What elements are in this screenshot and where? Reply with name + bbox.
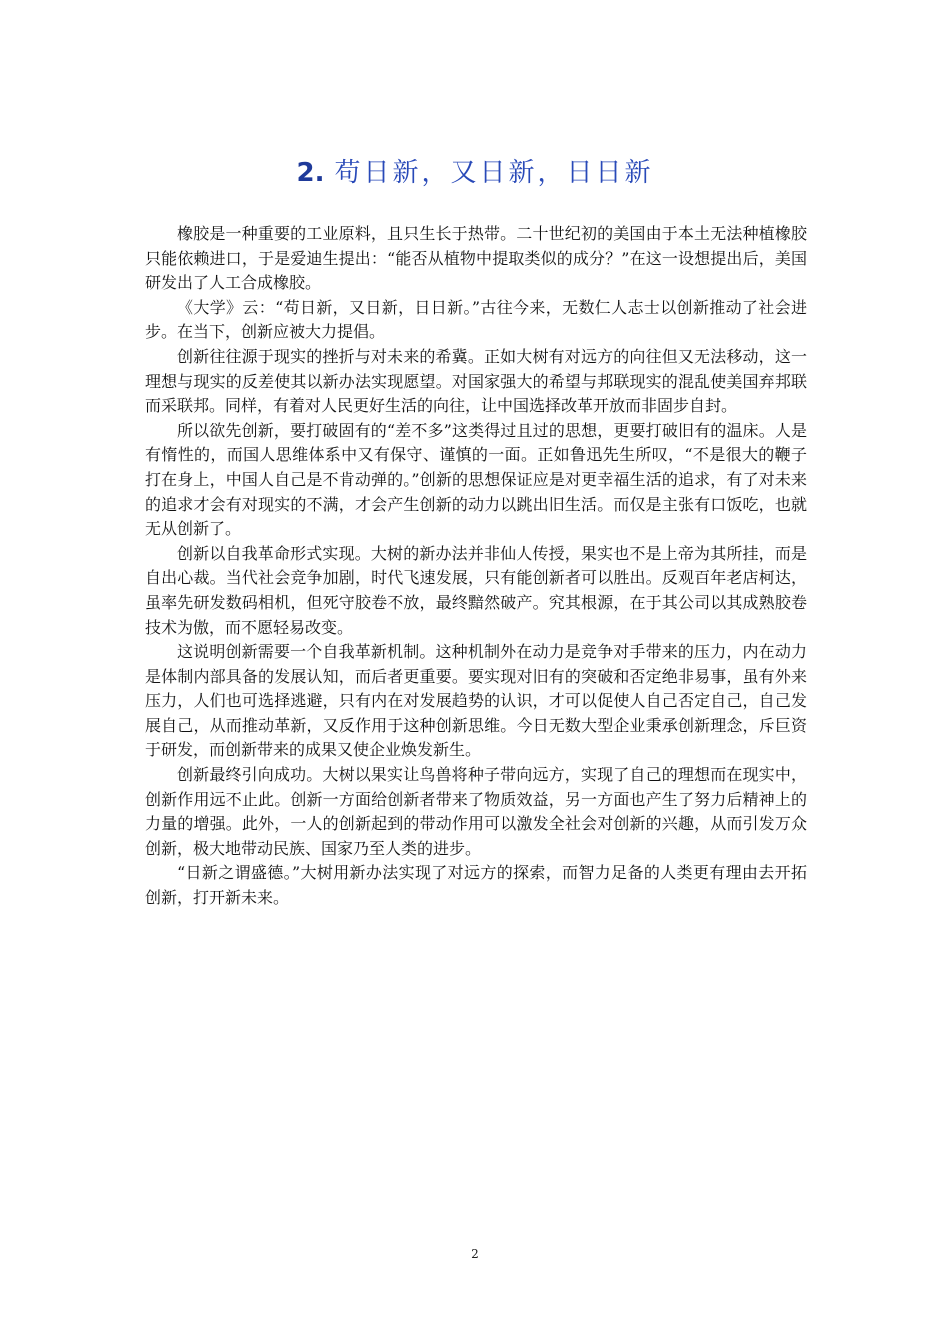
paragraph: 所以欲先创新，要打破固有的“差不多”这类得过且过的思想，更要打破旧有的温床。人是有惰性的，而国人思维体系中又有保守、谨慎的一面。正如鲁迅先生所叹，“不是很大的鞭子打在身上，中国人自己是不肯动弹的。”创新的思想保证应是对更幸福生活的追求，有了对未来的追求才会有对现实的不满，才会产生创新的动力以跳出旧生活。而仅是主张有口饭吃，也就无从创新了。 [145, 420, 807, 539]
essay-title [0, 152, 950, 189]
paragraph: 橡胶是一种重要的工业原料，且只生长于热带。二十世纪初的美国由于本土无法种植橡胶只能依赖进口，于是爱迪生提出：“能否从植物中提取类似的成分？”在这一设想提出后，美国研发出了人工合成橡胶。 [145, 224, 807, 293]
essay-title-text: 苟日新，又日新，日日新 [334, 158, 654, 188]
paragraph: 这说明创新需要一个自我革新机制。这种机制外在动力是竞争对手带来的压力，内在动力是体制内部具备的发展认知，而后者更重要。要实现对旧有的突破和否定绝非易事，虽有外来压力，人们也可选择逃避，只有内在对发展趋势的认识，才可以促使人自己否定自己，自己发展自己，从而推动革新，又反作用于这种创新思维。今日无数大型企业秉承创新理念，斥巨资于研发，而创新带来的成果又使企业焕发新生。 [145, 642, 807, 760]
paragraph: “日新之谓盛德。”大树用新办法实现了对远方的探索，而智力足备的人类更有理由去开拓创新，打开新未来。 [145, 863, 807, 908]
paragraph: 创新往往源于现实的挫折与对未来的希冀。正如大树有对远方的向往但又无法移动，这一理想与现实的反差使其以新办法实现愿望。对国家强大的希望与邦联现实的混乱使美国弃邦联而采联邦。同样，有着对人民更好生活的向往，让中国选择改革开放而非固步自封。 [145, 346, 807, 416]
essay-number: 2. [296, 158, 325, 188]
page-number: 2 [471, 1247, 479, 1261]
paragraph: 《大学》云：“苟日新，又日新，日日新。”古往今来，无数仁人志士以创新推动了社会进步。在当下，创新应被大力提倡。 [145, 297, 807, 342]
paragraph: 创新最终引向成功。大树以果实让鸟兽将种子带向远方，实现了自己的理想而在现实中，创新作用远不止此。创新一方面给创新者带来了物质效益，另一方面也产生了努力后精神上的力量的增强。此外，一人的创新起到的带动作用可以激发全社会对创新的兴趣，从而引发万众创新，极大地带动民族、国家乃至人类的进步。 [145, 765, 807, 858]
essay-body [145, 222, 807, 911]
paragraph: 创新以自我革命形式实现。大树的新办法并非仙人传授，果实也不是上帝为其所挂，而是自出心裁。当代社会竞争加剧，时代飞速发展，只有能创新者可以胜出。反观百年老店柯达，虽率先研发数码相机，但死守胶卷不放，最终黯然破产。究其根源，在于其公司以其成熟胶卷技术为傲，而不愿轻易改变。 [145, 543, 807, 637]
